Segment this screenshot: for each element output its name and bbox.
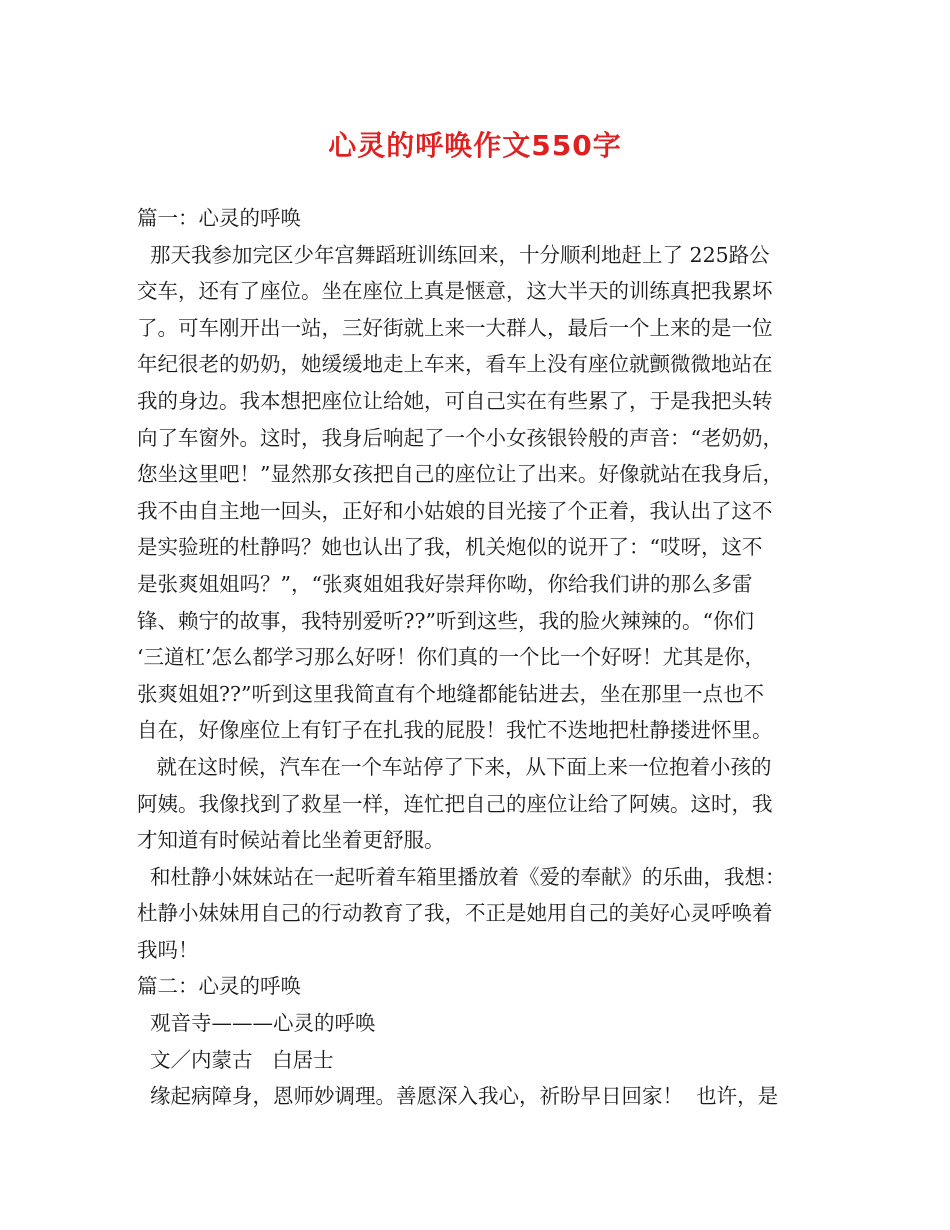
paragraph-line: 锋、赖宁的故事，我特别爱听??”听到这些，我的脸火辣辣的。“你们: [137, 608, 754, 633]
paragraph-line: 杜静小妹妹用自己的行动教育了我，不正是她用自己的美好心灵呼唤着: [137, 901, 773, 926]
paragraph-line: 自在，好像座位上有钉子在扎我的屁股！我忙不迭地把杜静搂进怀里。: [137, 718, 773, 743]
paragraph-line: 缘起病障身，恩师妙调理。善愿深入我心，祈盼早日回家！ 也许，是: [137, 1084, 779, 1109]
paragraph-line: ‘三道杠’怎么都学习那么好呀！你们真的一个比一个好呀！尤其是你，: [137, 645, 766, 670]
paragraph-line: 交车，还有了座位。坐在座位上真是惬意，这大半天的训练真把我累坏: [137, 279, 773, 304]
document-body: [137, 200, 817, 1115]
paragraph-line: 您坐这里吧！”显然那女孩把自己的座位让了出来。好像就站在我身后，: [137, 462, 783, 487]
paragraph-line: 就在这时候，汽车在一个车站停了下来，从下面上来一位抱着小孩的: [137, 754, 772, 779]
paragraph-line: 和杜静小妹妹站在一起听着车箱里播放着《爱的奉献》的乐曲，我想：: [137, 864, 786, 889]
section-heading: 篇一：心灵的呼唤: [137, 206, 301, 230]
paragraph-line: 我的身边。我本想把座位让给她，可自己实在有些累了，于是我把头转: [137, 388, 773, 413]
paragraph-line: 年纪很老的奶奶，她缓缓地走上车来，看车上没有座位就颤微微地站在: [137, 352, 773, 377]
paragraph-line: 我不由自主地一回头，正好和小姑娘的目光接了个正着，我认出了这不: [137, 498, 773, 523]
paragraph-line: 那天我参加完区少年宫舞蹈班训练回来，十分顺利地赶上了 225路公: [137, 242, 770, 267]
paragraph-line: 张爽姐姐??”听到这里我简直有个地缝都能钻进去，坐在那里一点也不: [137, 681, 764, 706]
author-line: 文／内蒙古 白居士: [137, 1047, 334, 1072]
paragraph-line: 我吗！: [137, 937, 199, 962]
subtitle-line: 观音寺———心灵的呼唤: [137, 1011, 376, 1036]
paragraph-line: 是实验班的杜静吗？她也认出了我，机关炮似的说开了：“哎呀，这不: [137, 535, 763, 560]
paragraph-line: 向了车窗外。这时，我身后响起了一个小女孩银铃般的声音：“老奶奶，: [137, 425, 783, 450]
document-title: 心灵的呼唤作文550字: [328, 129, 622, 162]
paragraph-line: 是张爽姐姐吗？”，“张爽姐姐我好崇拜你呦，你给我们讲的那么多雷: [137, 571, 753, 596]
paragraph-line: 阿姨。我像找到了救星一样，连忙把自己的座位让给了阿姨。这时，我: [137, 791, 773, 816]
paragraph-line: 才知道有时候站着比坐着更舒服。: [137, 828, 445, 853]
paragraph-line: 了。可车刚开出一站，三好街就上来一大群人，最后一个上来的是一位: [137, 315, 773, 340]
section-heading: 篇二：心灵的呼唤: [137, 974, 301, 999]
